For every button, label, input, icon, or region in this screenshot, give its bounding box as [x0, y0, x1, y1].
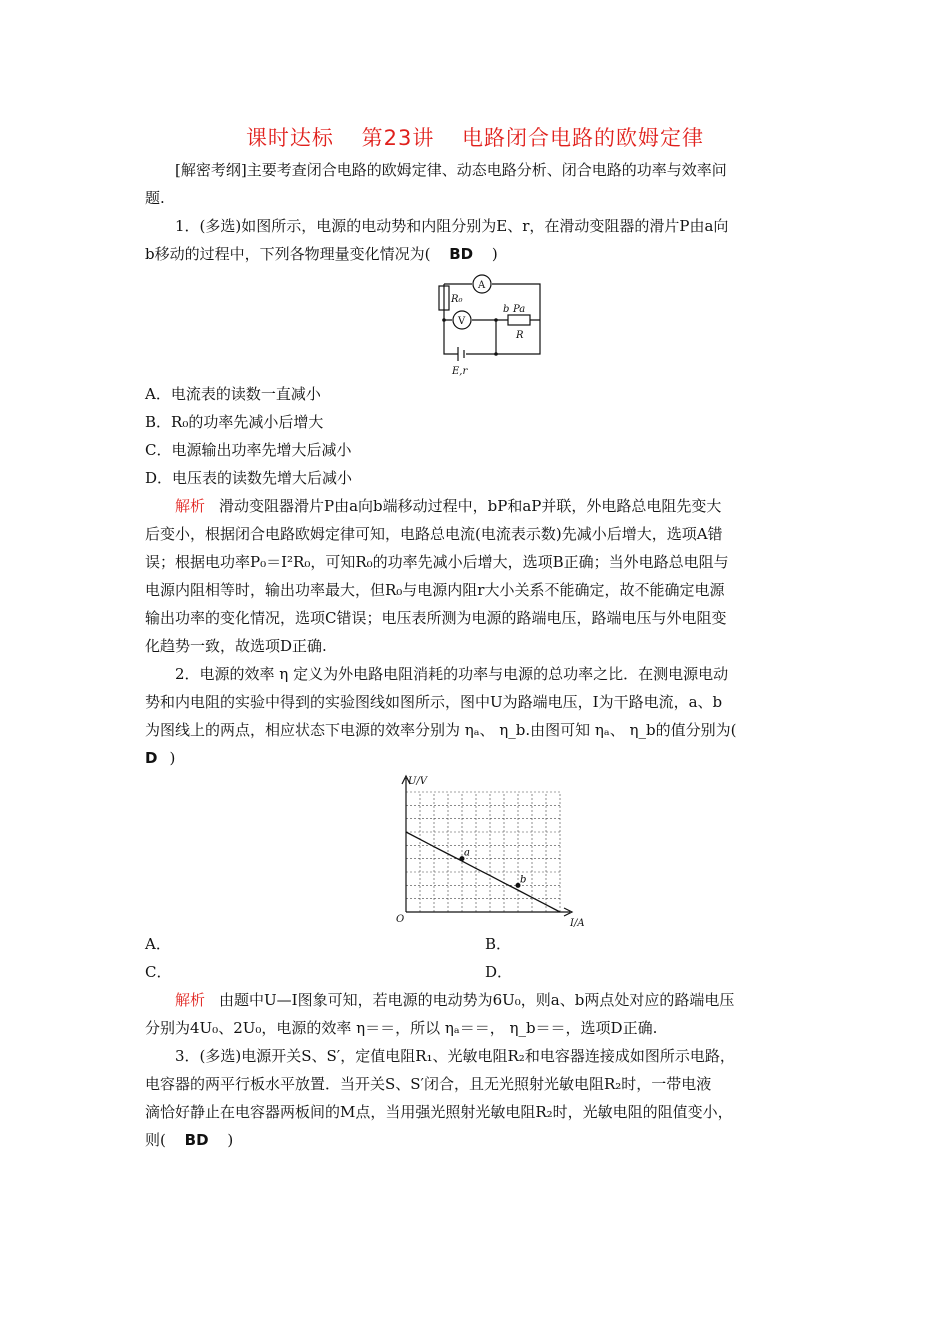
q3-close-paren: ) [227, 1131, 234, 1149]
q1-option-b: B．R₀的功率先减小后增大 [145, 413, 324, 431]
x-axis-label: I/A [570, 918, 585, 929]
intro-line-1: [解密考纲]主要考查闭合电路的欧姆定律、动态电路分析、闭合电路的功率与效率问 [175, 161, 727, 179]
q2-analysis-text-1: 由题中U—I图象可知，若电源的电动势为6U₀，则a、b两点处对应的路端电压 [219, 991, 735, 1009]
q1-analysis-line-5: 输出功率的变化情况，选项C错误；电压表所测为电源的路端电压，路端电压与外电阻变 [145, 609, 727, 627]
label-er: E,r [452, 366, 468, 377]
circuit-diagram-1 [430, 268, 550, 380]
battery-icon [458, 347, 464, 361]
q2-option-b: B． [485, 935, 512, 953]
q1-analysis-line-6: 化趋势一致，故选项D正确. [145, 637, 327, 655]
q2-analysis-line-2: 分别为4U₀、2U₀，电源的效率 η＝＝，所以 ηₐ＝＝， η_b＝＝，选项D正确. [145, 1019, 658, 1037]
q2-answer: D [145, 749, 158, 767]
q3-line-4 [145, 1126, 810, 1154]
q2-option-c: C． [145, 963, 172, 981]
q1-answer: BD [449, 245, 474, 263]
q3-line-3: 滴恰好静止在电容器两板间的M点，当用强光照射光敏电阻R₂时，光敏电阻的阻值变小， [145, 1103, 733, 1121]
q2-line-3: 为图线上的两点，相应状态下电源的效率分别为 ηₐ、 η_b.由图可知 ηₐ、 η_b的值分别为( [145, 721, 737, 739]
q1-analysis-line-4: 电源内阻相等时，输出功率最大，但R₀与电源内阻r大小关系不能确定，故不能确定电源 [145, 581, 725, 599]
origin-label: O [396, 914, 405, 925]
data-point-label-b: b [520, 874, 527, 886]
title-lecture: 第23讲 [361, 126, 435, 150]
q1-analysis-line-3: 误；根据电功率P₀＝I²R₀，可知R₀的功率先减小后增大，选项B正确；当外电路总电阻与 [145, 553, 729, 571]
u-i-chart [390, 770, 600, 930]
q2-analysis-label: 解析 [175, 991, 206, 1009]
q3-stem-end: 则( [145, 1131, 166, 1149]
q1-analysis-line-2: 后变小，根据闭合电路欧姆定律可知，电路总电流(电流表示数)先减小后增大，选项A错 [145, 525, 723, 543]
q2-option-d: D． [485, 963, 513, 981]
label-r: R [516, 330, 524, 341]
q2-option-a: A． [145, 935, 171, 953]
intro-line-2: 题. [145, 189, 165, 207]
q1-close-paren: ) [491, 245, 498, 263]
data-line-series [406, 832, 560, 912]
q2-line-2: 势和内电阻的实验中得到的实验图线如图所示，图中U为路端电压，I为干路电流，a、b [145, 693, 723, 711]
rheostat-icon [508, 315, 530, 325]
q3-line-1: 3．(多选)电源开关S、S′，定值电阻R₁、光敏电阻R₂和电容器连接成如图所示电路， [175, 1047, 735, 1065]
q1-option-a: A．电流表的读数一直减小 [145, 385, 321, 403]
q1-line-2 [145, 240, 810, 268]
q2-line-1: 2．电源的效率 η 定义为外电路电阻消耗的功率与电源的总功率之比．在测电源电动 [175, 665, 729, 683]
q2-analysis-line-1 [175, 986, 840, 1014]
q1-option-c: C．电源输出功率先增大后减小 [145, 441, 352, 459]
q1-line-1: 1．(多选)如图所示，电源的电动势和内阻分别为E、r，在滑动变阻器的滑片P由a向 [175, 217, 729, 235]
q2-line-4 [145, 744, 810, 772]
page-title [0, 122, 950, 152]
q1-stem-end: b移动的过程中，下列各物理量变化情况为( [145, 245, 431, 263]
q1-option-d: D．电压表的读数先增大后减小 [145, 469, 353, 487]
q1-analysis-text-1: 滑动变阻器滑片P由a向b端移动过程中，bP和aP并联，外电路总电阻先变大 [219, 497, 722, 515]
label-r0: R₀ [451, 294, 463, 305]
q3-line-2: 电容器的两平行板水平放置．当开关S、S′闭合，且无光照射光敏电阻R₂时，一带电液 [145, 1075, 712, 1093]
label-voltmeter: V [458, 316, 466, 327]
title-prefix: 课时达标 [245, 126, 334, 150]
q3-answer: BD [184, 1131, 209, 1149]
q1-analysis-line-1 [175, 492, 840, 520]
label-b: b [503, 304, 510, 315]
q1-analysis-label: 解析 [175, 497, 206, 515]
y-axis-label: U/V [408, 776, 428, 787]
q2-close-paren: ) [169, 749, 176, 767]
label-pa: Pa [513, 304, 526, 315]
title-topic: 电路闭合电路的欧姆定律 [462, 126, 705, 150]
label-ammeter: A [478, 280, 486, 291]
data-point-label-a: a [464, 847, 470, 859]
